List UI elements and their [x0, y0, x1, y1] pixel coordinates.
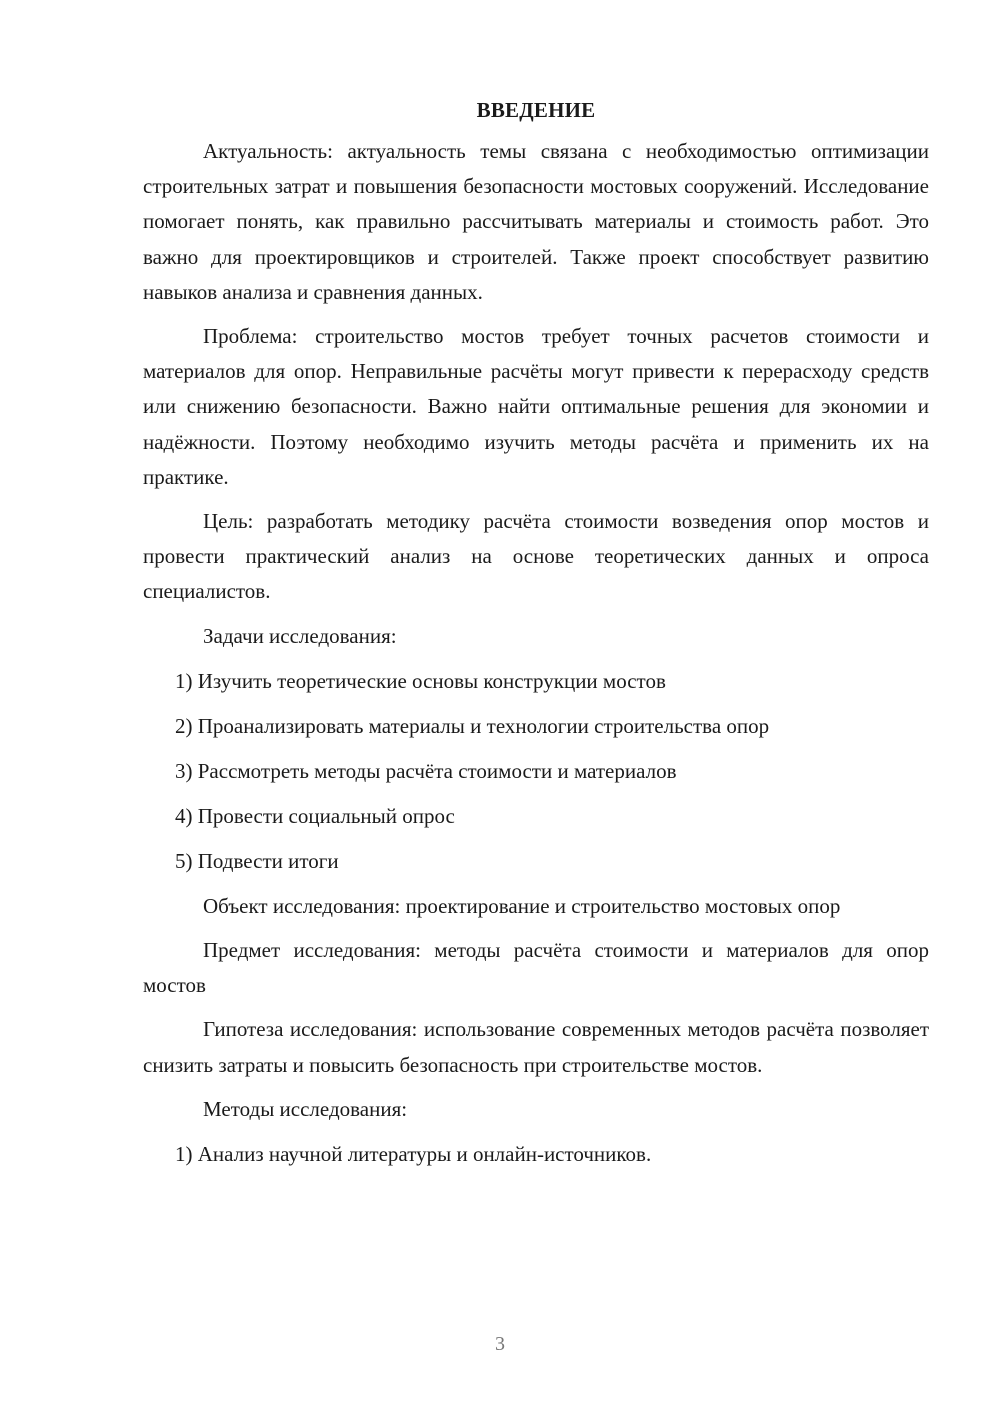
list-item: 5) Подвести итоги — [175, 848, 339, 873]
page-number: 3 — [495, 1333, 505, 1355]
paragraph-hypothesis: Гипотеза исследования: использование современных методов расчёта позволяет снизить затраты и повысить безопасность при строительстве мостов. — [143, 1017, 929, 1077]
list-item: 3) Рассмотреть методы расчёта стоимости и материалов — [175, 758, 677, 783]
list-item: 4) Провести социальный опрос — [175, 803, 455, 828]
tasks-title: Задачи исследования: — [203, 623, 397, 648]
page-heading: ВВЕДЕНИЕ — [476, 98, 596, 122]
paragraph-goal: Цель: разработать методику расчёта стоимости возведения опор мостов и провести практический анализ на основе теоретических данных и опроса специалистов. — [143, 509, 929, 604]
list-item: 2) Проанализировать материалы и технологии строительства опор — [175, 713, 770, 738]
methods-list — [143, 1137, 929, 1172]
list-item: 1) Анализ научной литературы и онлайн-источников. — [175, 1142, 652, 1167]
methods-title: Методы исследования: — [203, 1096, 408, 1121]
paragraph-problem: Проблема: строительство мостов требует точных расчетов стоимости и материалов для опор. Неправильные расчёты могут привести к перерасходу средств или снижению безопасности. Важно найти оптимальные решения для экономии и надёжности. Поэтому необходимо изучить методы расчёта и применить их на практике. — [143, 324, 929, 489]
paragraph-object: Объект исследования: проектирование и строительство мостовых опор — [203, 893, 841, 918]
paragraph-relevance: Актуальность: актуальность темы связана с необходимостью оптимизации строительных затрат и повышения безопасности мостовых сооружений. Исследование помогает понять, как правильно рассчитывать материалы и стоимость работ. Это важно для проектировщиков и строителей. Также проект способствует развитию навыков анализа и сравнения данных. — [143, 139, 929, 304]
paragraph-subject: Предмет исследования: методы расчёта стоимости и материалов для опор мостов — [143, 938, 929, 998]
list-item: 1) Изучить теоретические основы конструкции мостов — [175, 668, 666, 693]
tasks-list — [143, 664, 929, 879]
document-page — [143, 90, 929, 1182]
